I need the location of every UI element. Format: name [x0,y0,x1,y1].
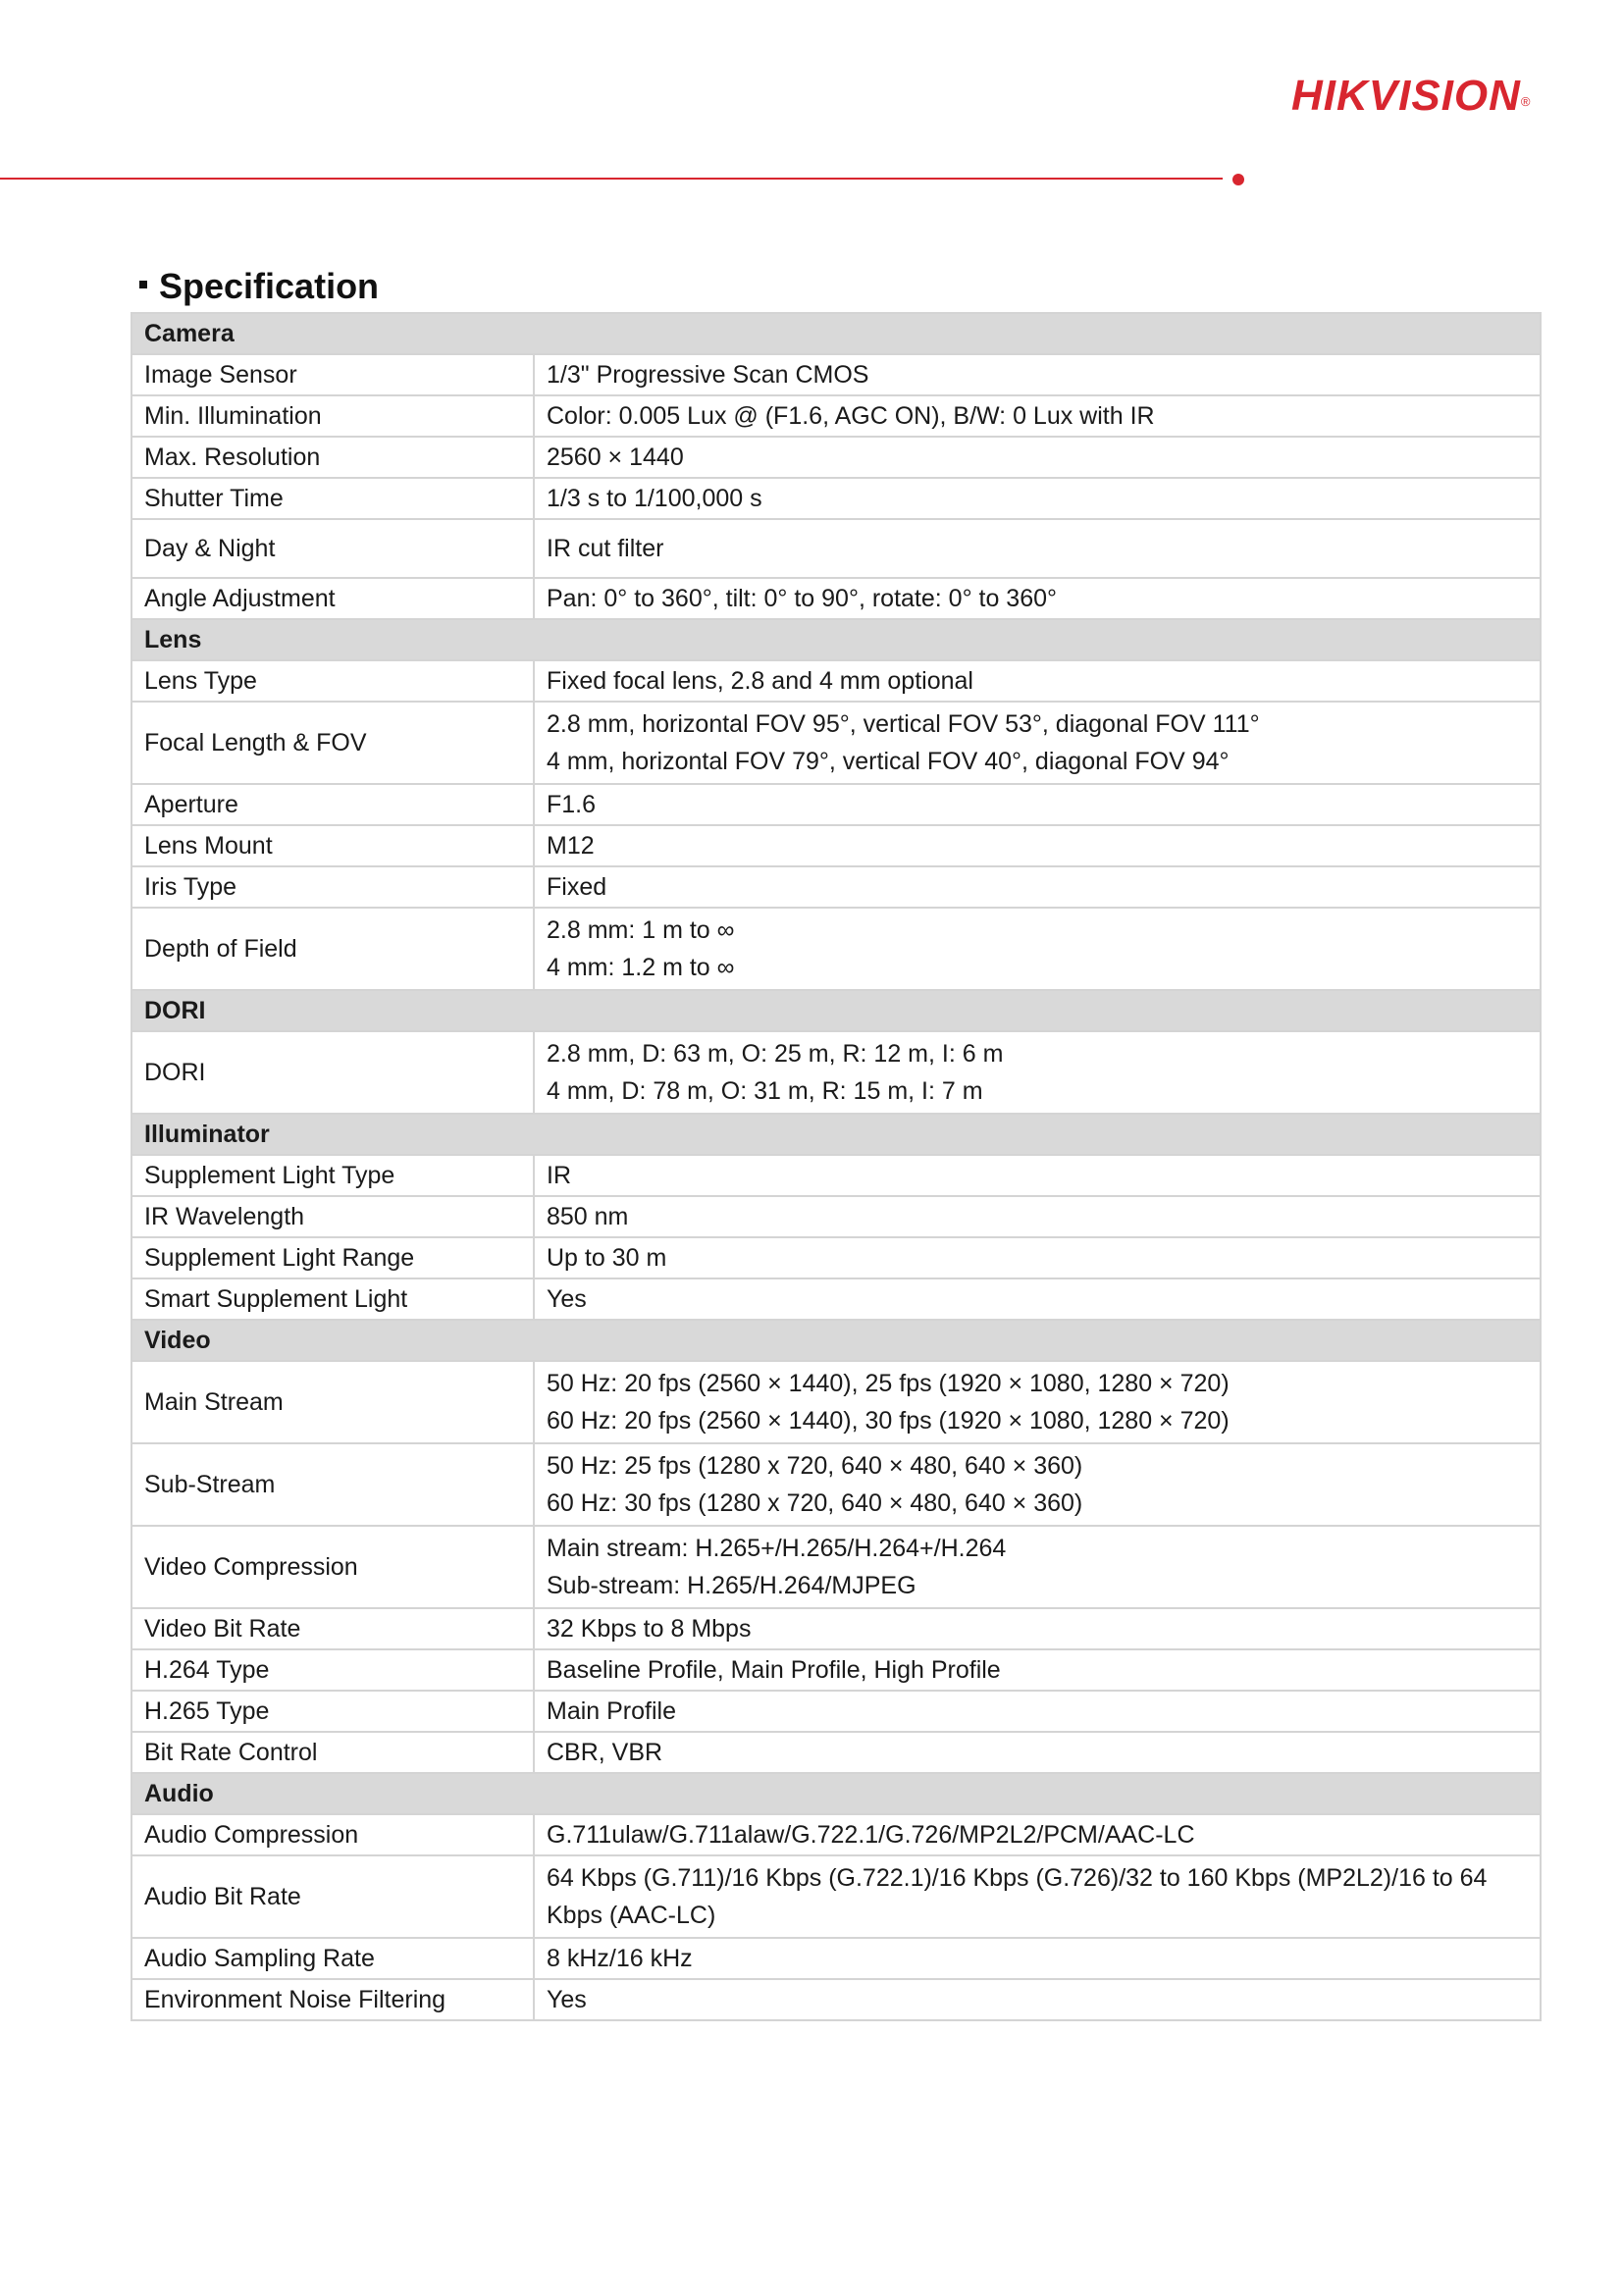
table-row [131,437,1541,478]
table-row [131,1526,1541,1608]
table-row [131,702,1541,784]
spec-label: H.265 Type [131,1691,534,1732]
table-row [131,1237,1541,1278]
page-title-text: Specification [159,266,380,306]
spec-label: Shutter Time [131,478,534,519]
table-row [131,1361,1541,1443]
spec-value [534,437,1541,478]
spec-value-line: 2.8 mm: 1 m to ∞ [547,916,735,944]
spec-value-line: 50 Hz: 20 fps (2560 × 1440), 25 fps (1920 × 1080, 1280 × 720) [547,1370,1230,1397]
spec-label: Aperture [131,784,534,825]
table-row [131,784,1541,825]
table-row [131,908,1541,990]
spec-value-line: IR [547,1162,571,1189]
spec-value-line: Main stream: H.265+/H.265/H.264+/H.264 [547,1535,1007,1562]
table-row [131,1938,1541,1979]
spec-value-line: IR cut filter [547,535,664,562]
spec-value-line: 1/3" Progressive Scan CMOS [547,361,869,389]
spec-label: Audio Sampling Rate [131,1938,534,1979]
spec-label: Iris Type [131,866,534,908]
spec-label: Smart Supplement Light [131,1278,534,1320]
spec-label: Sub-Stream [131,1443,534,1526]
spec-value-line: 4 mm, horizontal FOV 79°, vertical FOV 40°, diagonal FOV 94° [547,748,1230,775]
section-header-row [131,1320,1541,1361]
table-row [131,1814,1541,1855]
spec-value-line: Main Profile [547,1697,676,1725]
table-row [131,825,1541,866]
table-row [131,354,1541,395]
spec-value [534,1814,1541,1855]
spec-value-line: 60 Hz: 30 fps (1280 x 720, 640 × 480, 640 × 360) [547,1489,1083,1517]
section-header-row [131,1114,1541,1155]
specification-table [131,312,1542,2021]
spec-value-line: Yes [547,1986,587,2013]
spec-label: Focal Length & FOV [131,702,534,784]
spec-value-line: Sub-stream: H.265/H.264/MJPEG [547,1572,916,1599]
table-row [131,1691,1541,1732]
spec-value-line: CBR, VBR [547,1739,663,1766]
spec-label: Min. Illumination [131,395,534,437]
spec-label: Video Bit Rate [131,1608,534,1649]
spec-value [534,1526,1541,1608]
spec-label: Supplement Light Range [131,1237,534,1278]
spec-value [534,1031,1541,1114]
spec-value [534,1361,1541,1443]
spec-value-line: 4 mm, D: 78 m, O: 31 m, R: 15 m, I: 7 m [547,1077,983,1105]
spec-value [534,578,1541,619]
header-divider-dot [1232,174,1244,185]
table-row [131,1278,1541,1320]
spec-value-line: Color: 0.005 Lux @ (F1.6, AGC ON), B/W: 0 Lux with IR [547,402,1155,430]
spec-label: Angle Adjustment [131,578,534,619]
spec-label: Bit Rate Control [131,1732,534,1773]
spec-value [534,1855,1541,1938]
spec-label: Environment Noise Filtering [131,1979,534,2020]
spec-value [534,784,1541,825]
spec-value [534,1649,1541,1691]
spec-value [534,519,1541,578]
table-row [131,1155,1541,1196]
spec-value-line: 64 Kbps (G.711)/16 Kbps (G.722.1)/16 Kbps (G.726)/32 to 160 Kbps (MP2L2)/16 to 64 Kbps (AAC-LC) [547,1864,1488,1929]
spec-value [534,478,1541,519]
spec-label: Image Sensor [131,354,534,395]
spec-value-line: Up to 30 m [547,1244,667,1272]
spec-label: Lens Mount [131,825,534,866]
table-row [131,866,1541,908]
spec-label: Video Compression [131,1526,534,1608]
table-row [131,1196,1541,1237]
spec-value-line: Baseline Profile, Main Profile, High Profile [547,1656,1001,1684]
spec-label: Audio Bit Rate [131,1855,534,1938]
spec-value [534,1608,1541,1649]
section-header: Camera [131,313,1541,354]
spec-label: H.264 Type [131,1649,534,1691]
spec-value [534,825,1541,866]
spec-value [534,660,1541,702]
spec-value [534,908,1541,990]
table-row [131,660,1541,702]
spec-value-line: 50 Hz: 25 fps (1280 x 720, 640 × 480, 640 × 360) [547,1452,1083,1480]
spec-label: Day & Night [131,519,534,578]
spec-label: Supplement Light Type [131,1155,534,1196]
spec-label: Audio Compression [131,1814,534,1855]
spec-value-line: Fixed focal lens, 2.8 and 4 mm optional [547,667,973,695]
spec-label: Depth of Field [131,908,534,990]
spec-label: Max. Resolution [131,437,534,478]
section-header-row [131,313,1541,354]
header-divider-line [0,178,1223,180]
spec-value-line: 1/3 s to 1/100,000 s [547,485,762,512]
spec-value-line: 4 mm: 1.2 m to ∞ [547,954,735,981]
table-row [131,478,1541,519]
spec-value-line: Yes [547,1285,587,1313]
spec-value-line: Pan: 0° to 360°, tilt: 0° to 90°, rotate: 0° to 360° [547,585,1058,612]
spec-value [534,395,1541,437]
spec-label: IR Wavelength [131,1196,534,1237]
table-row [131,1855,1541,1938]
spec-value-line: 850 nm [547,1203,629,1230]
table-row [131,395,1541,437]
spec-value [534,1196,1541,1237]
spec-value [534,1979,1541,2020]
section-header: Lens [131,619,1541,660]
spec-value-line: M12 [547,832,595,860]
spec-value [534,1938,1541,1979]
spec-value-line: 2.8 mm, D: 63 m, O: 25 m, R: 12 m, I: 6 m [547,1040,1004,1068]
table-row [131,1649,1541,1691]
spec-value-line: 32 Kbps to 8 Mbps [547,1615,752,1643]
hikvision-logo: HIKVISION® [1291,72,1532,120]
spec-label: Lens Type [131,660,534,702]
section-header: Video [131,1320,1541,1361]
spec-value [534,866,1541,908]
spec-value [534,1691,1541,1732]
spec-value-line: 2560 × 1440 [547,444,684,471]
spec-value-line: G.711ulaw/G.711alaw/G.722.1/G.726/MP2L2/PCM/AAC-LC [547,1821,1195,1849]
table-row [131,578,1541,619]
spec-value [534,1443,1541,1526]
table-row [131,1031,1541,1114]
spec-value-line: 8 kHz/16 kHz [547,1945,693,1972]
section-header: Illuminator [131,1114,1541,1155]
table-row [131,1979,1541,2020]
table-row [131,519,1541,578]
spec-value [534,1278,1541,1320]
section-header: Audio [131,1773,1541,1814]
spec-value [534,354,1541,395]
spec-value-line: 2.8 mm, horizontal FOV 95°, vertical FOV 53°, diagonal FOV 111° [547,710,1260,738]
spec-value-line: 60 Hz: 20 fps (2560 × 1440), 30 fps (1920 × 1080, 1280 × 720) [547,1407,1230,1435]
spec-value [534,1732,1541,1773]
spec-value-line: Fixed [547,873,607,901]
page-title [139,265,379,308]
spec-value [534,1155,1541,1196]
spec-label: DORI [131,1031,534,1114]
spec-value-line: F1.6 [547,791,597,818]
title-bullet-icon [139,281,147,288]
spec-value [534,702,1541,784]
table-row [131,1608,1541,1649]
spec-value [534,1237,1541,1278]
section-header-row [131,1773,1541,1814]
spec-label: Main Stream [131,1361,534,1443]
section-header-row [131,619,1541,660]
table-row [131,1732,1541,1773]
section-header-row [131,990,1541,1031]
section-header: DORI [131,990,1541,1031]
table-row [131,1443,1541,1526]
